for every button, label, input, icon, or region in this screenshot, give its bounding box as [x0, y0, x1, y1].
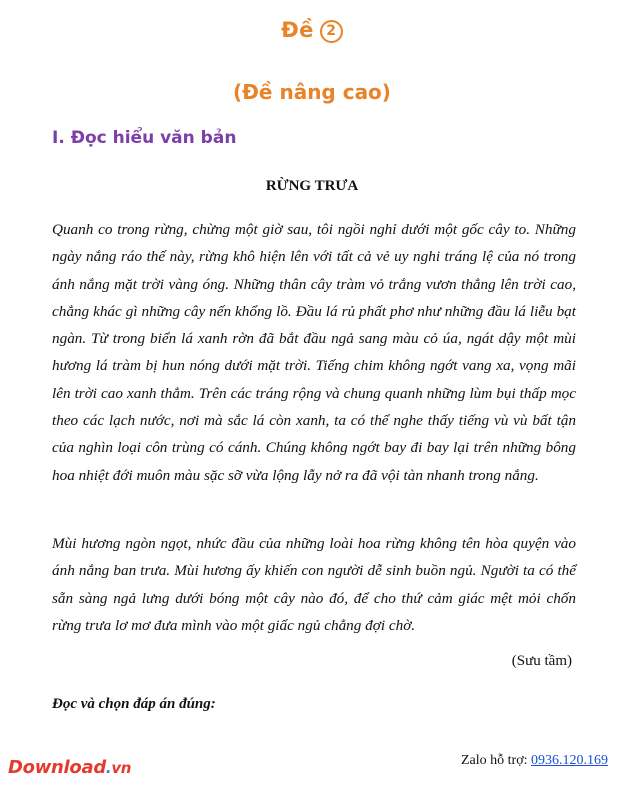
zalo-label: Zalo hỗ trợ: [461, 753, 528, 768]
passage-paragraph-2: Mùi hương ngòn ngọt, nhức đầu của những loài hoa rừng không tên hòa quyện vào ánh nắng ban trưa. Mùi hương ấy khiến con người dễ sinh buồn ngủ. Người ta có thể sẵn sàng ngả lưng dưới bóng một cây nào đó, để cho thứ cảm giác mệt mỏi chốn rừng trưa lơ mơ đưa mình vào một giấc ngủ chẳng đợi chờ. [52, 535, 576, 634]
exam-title-label: Đề [281, 18, 314, 42]
logo-main-text: Download [8, 757, 106, 778]
zalo-phone-link[interactable]: 0936.120.169 [531, 753, 608, 768]
passage-paragraph-1: Quanh co trong rừng, chừng một giờ sau, tôi ngồi nghỉ dưới một gốc cây to. Những ngày nắng ráo thế này, rừng khô hiện lên với tất cả vẻ uy nghi tráng lệ của nó trong ánh nắng mặt trời vàng óng. Những thân cây tràm vỏ trắng vươn thẳng lên trời cao, chẳng khác gì những cây nến khổng lồ. Đầu lá rủ phất phơ như những đầu lá liễu bạt ngàn. Từ trong biển lá xanh rờn đã bắt đầu ngả sang màu cỏ úa, ngát dậy một mùi hương lá tràm bị hun nóng dưới mặt trời. Tiếng chim không ngớt vang xa, vọng mãi lên trời cao xanh thẳm. Trên các tráng rộng và chung quanh những lùm bụi thấp mọc theo các lạch nước, nơi mà sắc lá còn xanh, ta có thể nghe thấy tiếng vù vù bất tận của nghìn loại côn trùng có cánh. Chúng không ngớt bay đi bay lại trên những bông hoa nhiệt đới muôn màu sặc sỡ vừa lộng lẫy nở ra đã vội tàn nhanh trong nắng. [52, 221, 576, 484]
logo-dot: . [105, 759, 112, 777]
exam-subtitle: (Đề nâng cao) [233, 80, 391, 104]
logo-tld: vn [111, 759, 132, 777]
passage-title: RỪNG TRƯA [265, 178, 359, 194]
section-heading: I. Đọc hiểu văn bản [52, 128, 237, 148]
exam-number-badge: 2 [320, 20, 343, 43]
download-logo[interactable] [8, 757, 131, 778]
exam-title [0, 18, 624, 43]
zalo-support [461, 753, 608, 769]
passage-source: (Sưu tầm) [511, 653, 572, 669]
question-prompt: Đọc và chọn đáp án đúng: [52, 696, 216, 712]
